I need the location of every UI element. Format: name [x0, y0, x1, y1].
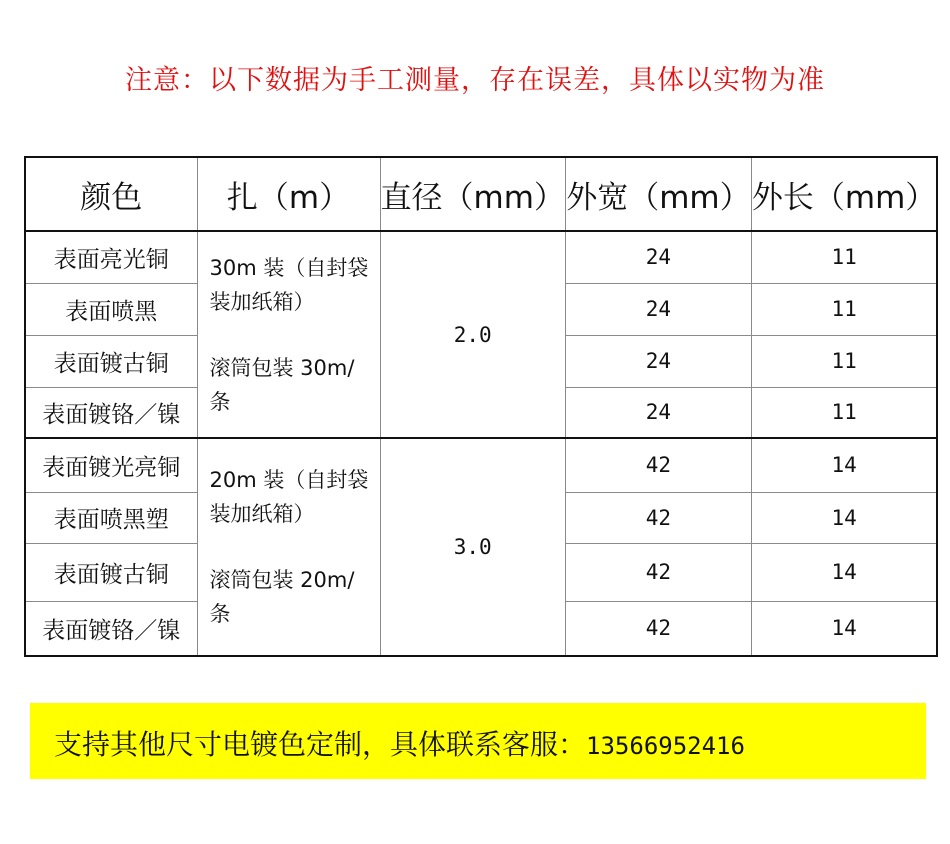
phone-number: 13566952416 — [586, 732, 745, 760]
pack-line: 滚筒包装 20m/条 — [209, 568, 355, 626]
length-cell: 14 — [751, 438, 937, 492]
color-cell: 表面镀古铜 — [25, 335, 197, 387]
table-row — [25, 438, 937, 492]
length-cell: 11 — [751, 283, 937, 335]
width-cell: 42 — [565, 543, 751, 601]
banner-message: 支持其他尺寸电镀色定制，具体联系客服： — [54, 728, 587, 761]
spec-table — [24, 156, 938, 657]
length-cell: 14 — [751, 492, 937, 543]
color-cell: 表面镀铬／镍 — [25, 601, 197, 656]
length-cell: 11 — [751, 231, 937, 283]
width-cell: 42 — [565, 438, 751, 492]
color-cell: 表面镀古铜 — [25, 543, 197, 601]
color-cell: 表面镀铬／镍 — [25, 387, 197, 438]
header-bundle: 扎（m） — [197, 157, 380, 231]
pack-cell — [197, 438, 380, 656]
header-row — [25, 157, 937, 231]
width-cell: 42 — [565, 492, 751, 543]
diameter-cell: 2.0 — [380, 231, 565, 438]
pack-line: 30m 装（自封袋装加纸箱） — [209, 255, 369, 314]
color-cell: 表面亮光铜 — [25, 231, 197, 283]
banner-text — [54, 723, 745, 763]
width-cell: 24 — [565, 231, 751, 283]
color-cell: 表面喷黑 — [25, 283, 197, 335]
color-cell: 表面镀光亮铜 — [25, 438, 197, 492]
color-cell: 表面喷黑塑 — [25, 492, 197, 543]
length-cell: 11 — [751, 335, 937, 387]
notice-text: 注意：以下数据为手工测量，存在误差，具体以实物为准 — [125, 65, 825, 96]
width-cell: 24 — [565, 387, 751, 438]
pack-line: 滚筒包装 30m/条 — [209, 355, 355, 414]
width-cell: 24 — [565, 335, 751, 387]
contact-banner — [30, 703, 926, 779]
table-row — [25, 231, 937, 283]
pack-cell — [197, 231, 380, 438]
diameter-cell: 3.0 — [380, 438, 565, 656]
length-cell: 14 — [751, 543, 937, 601]
header-color: 颜色 — [25, 157, 197, 231]
length-cell: 11 — [751, 387, 937, 438]
width-cell: 24 — [565, 283, 751, 335]
width-cell: 42 — [565, 601, 751, 656]
pack-line: 20m 装（自封袋装加纸箱） — [209, 468, 369, 526]
header-outer-length: 外长（mm） — [751, 157, 937, 231]
length-cell: 14 — [751, 601, 937, 656]
header-diameter: 直径（mm） — [380, 157, 565, 231]
header-outer-width: 外宽（mm） — [565, 157, 751, 231]
